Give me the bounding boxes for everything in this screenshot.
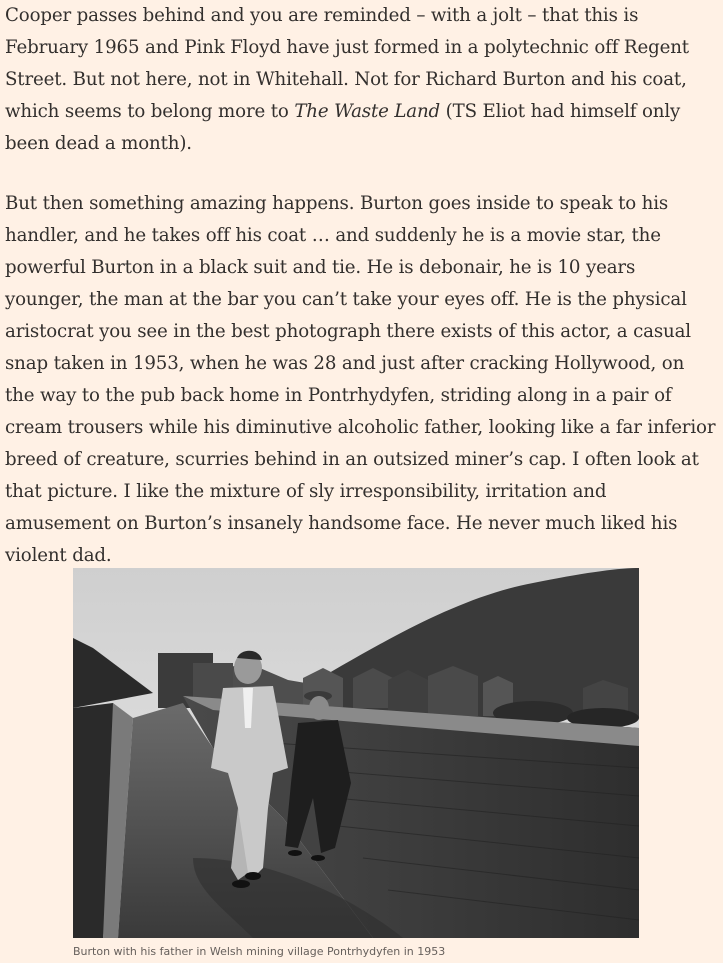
- article-body: [5, 0, 717, 572]
- photo-burton-and-father[interactable]: [73, 568, 639, 938]
- paragraph-text: Cooper passes behind and you are reminded – with a jolt – that this is February 1965 and Pink Floyd have just formed in a polytechnic off Regent Street. But not here, not in Whitehall. Not for Richard Burton and his coat, which seems to belong more to: [5, 5, 689, 122]
- poem-title-emphasis: The Waste Land: [294, 101, 441, 122]
- article-figure: [73, 568, 639, 960]
- article-paragraph: [5, 0, 717, 160]
- paragraph-text: (TS Eliot had himself only been dead a month).: [5, 101, 681, 154]
- photo-caption: Burton with his father in Welsh mining village Pontrhydyfen in 1953: [73, 945, 446, 958]
- article-paragraph: But then something amazing happens. Burton goes inside to speak to his handler, and he takes off his coat … and suddenly he is a movie star, the powerful Burton in a black suit and tie. He is debonair, he is 10 years younger, the man at the bar you can’t take your eyes off. He is the physical aristocrat you see in the best photograph there exists of this actor, a casual snap taken in 1953, when he was 28 and just after cracking Hollywood, on the way to the pub back home in Pontrhydyfen, striding along in a pair of cream trousers while his diminutive alcoholic father, looking like a far inferior breed of creature, scurries behind in an outsized miner’s cap. I often look at that picture. I like the mixture of sly irresponsibility, irritation and amusement on Burton’s insanely handsome face. He never much liked his violent dad.: [5, 193, 716, 566]
